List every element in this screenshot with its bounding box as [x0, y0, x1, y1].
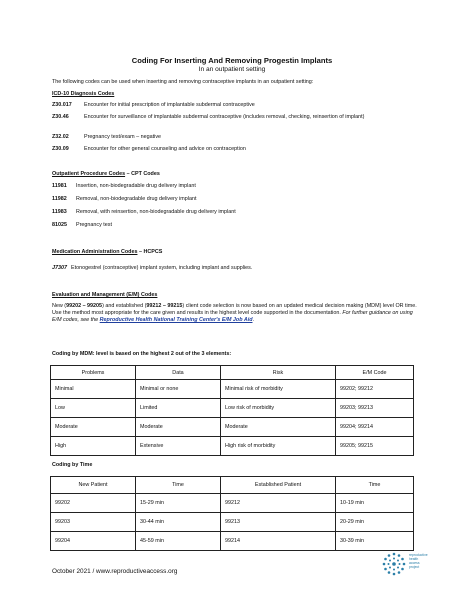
table-cell: 99203; 99213 [336, 399, 414, 418]
em-text: New ( [52, 303, 67, 309]
cpt-code: 11983 [52, 209, 67, 215]
em-range-new: 99202 – 99205 [66, 303, 103, 309]
table-cell: 99212 [221, 494, 336, 513]
hcpcs-heading-title: Medication Administration Codes [52, 249, 138, 255]
cpt-heading-title: Outpatient Procedure Codes [52, 171, 126, 177]
mdm-heading-title: Coding by MDM: [52, 351, 95, 357]
logo-line: access [409, 561, 420, 565]
logo-line: health [409, 557, 419, 561]
mdm-table [50, 365, 414, 456]
table-header: Time [136, 477, 221, 494]
mdm-heading [52, 351, 422, 358]
table-row [51, 418, 414, 437]
table-cell: Moderate [51, 418, 136, 437]
icd-desc: Pregnancy test/exam – negative [84, 134, 162, 140]
hcpcs-heading [52, 249, 422, 256]
table-cell: Moderate [221, 418, 336, 437]
table-cell: 99214 [221, 532, 336, 551]
table-cell: Low [51, 399, 136, 418]
table-header-row [51, 477, 414, 494]
table-row [51, 437, 414, 456]
table-cell: Minimal or none [136, 380, 221, 399]
table-row [51, 513, 414, 532]
cpt-desc: Insertion, non-biodegradable drug delivery implant [76, 183, 196, 189]
table-row [51, 494, 414, 513]
table-header: Established Patient [221, 477, 336, 494]
em-text: ) client code selection is now based on an updated medical decision making (MDM) level OR time. Use the method most appropriate for the care given and results in the highest level code supported in the documentation. [52, 303, 417, 317]
cpt-heading-suffix: – CPT Codes [125, 171, 160, 177]
logo-text [409, 553, 428, 569]
document-title: Coding For Inserting And Removing Progestin Implants [131, 56, 333, 65]
icd-code: Z30.46 [52, 114, 69, 120]
table-cell: Minimal risk of morbidity [221, 380, 336, 399]
table-header: Problems [51, 366, 136, 380]
rhap-logo-icon [381, 551, 407, 577]
table-cell: 20-29 min [336, 513, 414, 532]
table-header: E/M Code [336, 366, 414, 380]
footer-text: October 2021 / www.reproductiveaccess.org [52, 568, 178, 575]
em-guidance: For further guidance on using E/M codes, see the [52, 310, 413, 324]
em-text: ) and established ( [102, 303, 147, 309]
em-paragraph [52, 303, 422, 325]
icd-desc: Encounter for other general counseling and advice on contraception [84, 146, 246, 152]
table-header: Time [336, 477, 414, 494]
table-cell: High risk of morbidity [221, 437, 336, 456]
logo-line: reproductive [409, 553, 428, 557]
intro-text: The following codes can be used when inserting and removing contraceptive implants in an outpatient setting: [52, 79, 314, 85]
time-table [50, 476, 414, 551]
icd-code: Z30.09 [52, 146, 69, 152]
table-cell: Limited [136, 399, 221, 418]
table-cell: Low risk of morbidity [221, 399, 336, 418]
table-cell: 99202; 99212 [336, 380, 414, 399]
hcpcs-code: J7307 [52, 265, 67, 271]
table-row [51, 380, 414, 399]
em-heading: Evaluation and Management (E/M) Codes [52, 292, 158, 298]
cpt-desc: Pregnancy test [76, 222, 112, 228]
table-cell: 99213 [221, 513, 336, 532]
table-cell: 30-44 min [136, 513, 221, 532]
mdm-heading-rest: level is based on the highest 2 out of the 3 elements: [94, 351, 232, 357]
table-header: Risk [221, 366, 336, 380]
table-cell: 30-39 min [336, 532, 414, 551]
em-job-aid-link[interactable]: Reproductive Health National Training Center's E/M Job Aid [99, 317, 253, 324]
em-text-end: . [252, 317, 254, 324]
cpt-desc: Removal, non-biodegradable drug delivery implant [76, 196, 197, 202]
icd-heading: ICD-10 Diagnosis Codes [52, 91, 115, 97]
icd-desc: Encounter for initial prescription of implantable subdermal contraceptive [84, 102, 255, 108]
table-cell: 99202 [51, 494, 136, 513]
icd-code: Z30.017 [52, 102, 72, 108]
table-cell: 10-19 min [336, 494, 414, 513]
icd-desc: Encounter for surveillance of implantable subdermal contraceptive (includes removal, checking, reinsertion of implant) [84, 114, 365, 120]
table-header: New Patient [51, 477, 136, 494]
hcpcs-heading-suffix: – HCPCS [137, 249, 163, 255]
cpt-heading [52, 171, 422, 178]
logo-line: project [409, 565, 420, 569]
cpt-desc: Removal, with reinsertion, non-biodegradable drug delivery implant [76, 209, 236, 215]
document-subtitle: In an outpatient setting [198, 66, 266, 73]
hcpcs-desc: Etonogestrel (contraceptive) implant system, including implant and supplies. [71, 265, 253, 271]
table-header-row [51, 366, 414, 380]
table-row [51, 532, 414, 551]
table-cell: High [51, 437, 136, 456]
table-cell: Extensive [136, 437, 221, 456]
cpt-code: 81025 [52, 222, 67, 228]
table-cell: Moderate [136, 418, 221, 437]
table-header: Data [136, 366, 221, 380]
em-range-est: 99212 – 99215 [146, 303, 183, 309]
time-heading: Coding by Time [52, 462, 93, 468]
table-row [51, 399, 414, 418]
cpt-code: 11981 [52, 183, 67, 189]
cpt-code: 11982 [52, 196, 67, 202]
table-cell: 99203 [51, 513, 136, 532]
table-cell: Minimal [51, 380, 136, 399]
table-cell: 15-29 min [136, 494, 221, 513]
table-cell: 45-59 min [136, 532, 221, 551]
table-cell: 99204 [51, 532, 136, 551]
table-cell: 99204; 99214 [336, 418, 414, 437]
table-cell: 99205; 99215 [336, 437, 414, 456]
icd-code: Z32.02 [52, 134, 69, 140]
